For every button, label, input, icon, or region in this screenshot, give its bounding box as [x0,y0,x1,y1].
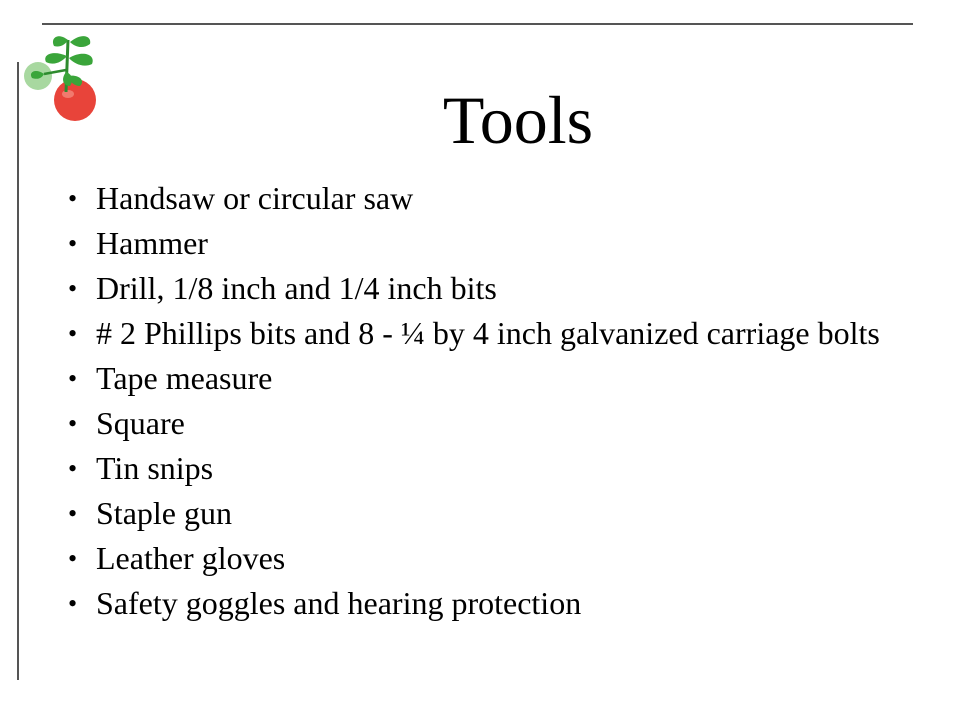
list-item [68,266,928,311]
bullet-dot: • [68,499,78,528]
list-item [68,176,928,221]
leaf-shape [70,36,90,47]
list-item-text: Leather gloves [96,540,286,576]
bullet-dot: • [68,544,78,573]
list-item-text: Hammer [96,225,208,261]
list-item [68,311,928,356]
slide-title: Tools [442,82,594,158]
bullet-dot: • [68,319,78,348]
bullet-list [68,176,928,626]
bullet-dot: • [68,229,78,258]
list-item [68,581,928,626]
list-item [68,491,928,536]
list-item-text: Staple gun [96,495,232,531]
list-item-text: Drill, 1/8 inch and 1/4 inch bits [96,270,497,306]
bullet-dot: • [68,409,78,438]
bullet-dot: • [68,274,78,303]
list-item-text: Square [96,405,185,441]
list-item-text: Safety goggles and hearing protection [96,585,582,621]
bullet-dot: • [68,589,78,618]
top-rule [42,23,913,25]
list-item [68,221,928,266]
bullet-dot: • [68,454,78,483]
list-item-text: # 2 Phillips bits and 8 - ¼ by 4 inch galvanized carriage bolts [96,315,880,351]
leaf-shape [69,54,93,66]
list-item-text: Handsaw or circular saw [96,180,414,216]
bullet-dot: • [68,184,78,213]
list-item [68,446,928,491]
list-item [68,401,928,446]
list-item [68,536,928,581]
list-item-text: Tin snips [96,450,214,486]
leaf-shape [45,53,67,63]
bullet-dot: • [68,364,78,393]
list-item [68,356,928,401]
list-item-text: Tape measure [96,360,273,396]
leaf-shape [53,36,68,46]
